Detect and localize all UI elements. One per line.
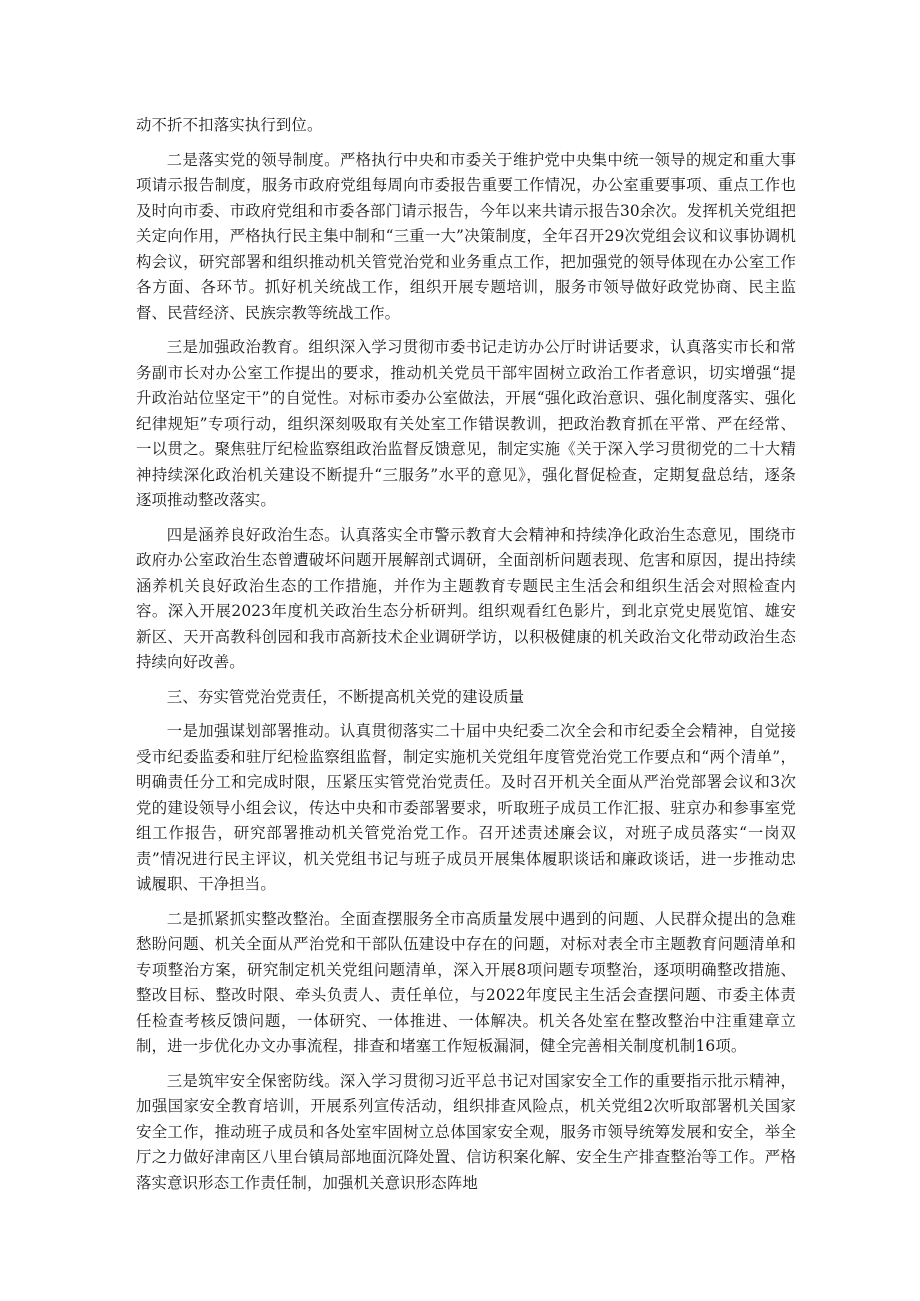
paragraph-security-confidentiality: 三是筑牢安全保密防线。深入学习贯彻习近平总书记对国家安全工作的重要指示批示精神，加强国家安全教育培训，开展系列宣传活动，组织排查风险点，机关党组2次听取部署机关国家安全工作，推动班子成员和各处室牢固树立总体国家安全观，服务市领导统筹发展和安全，举全厅之力做好津南区八里台镇局部地面沉降处置、信访积案化解、安全生产排查整治等工作。严格落实意识形态工作责任制，加强机关意识形态阵地 — [136, 1071, 796, 1192]
paragraph-rectification: 二是抓紧抓实整改整治。全面查摆服务全市高质量发展中遇到的问题、人民群众提出的急难愁盼问题、机关全面从严治党和干部队伍建设中存在的问题，对标对表全市主题教育问题清单和专项整治方案，研究制定机关党组问题清单，深入开展8项问题专项整治，逐项明确整改措施、整改目标、整改时限、牵头负责人、责任单位，与2022年度民主生活会查摆问题、市委主体责任检查考核反馈问题，一体研究、一体推进、一体解决。机关各处室在整改整治中注重建章立制，进一步优化办文办事流程，排查和堵塞工作短板漏洞，健全完善相关制度机制16项。 — [136, 909, 796, 1055]
paragraph-planning-deployment: 一是加强谋划部署推动。认真贯彻落实二十届中央纪委二次全会和市纪委全会精神，自觉接受市纪委监委和驻厅纪检监察组监督，制定实施机关党组年度管党治党工作要点和“两个清单”，明确责任分工和完成时限，压紧压实管党治党责任。及时召开机关全面从严治党部署会议和3次党的建设领导小组会议，传达中央和市委部署要求，听取班子成员工作汇报、驻京办和参事室党组工作报告，研究部署推动机关管党治党工作。召开述责述廉会议，对班子成员落实“一岗双责”情况进行民主评议，机关党组书记与班子成员开展集体履职谈话和廉政谈话，进一步推动忠诚履职、干净担当。 — [136, 722, 796, 893]
paragraph-continuation: 动不折不扣落实执行到位。 — [136, 116, 323, 134]
document-body — [136, 113, 796, 1205]
paragraph-political-education: 三是加强政治教育。组织深入学习贯彻市委书记走访办公厅时讲话要求，认真落实市长和常务副市长对办公室工作提出的要求，推动机关党员干部牢固树立政治工作者意识，切实增强“提升政治站位坚定干”的自觉性。对标市委办公室做法，开展“强化政治意识、强化制度落实、强化纪律规矩”专项行动，组织深刻吸取有关处室工作错误教训，把政治教育抓在平常、严在经常、一以贯之。聚焦驻厅纪检监察组政治监督反馈意见，制定实施《关于深入学习贯彻党的二十大精神持续深化政治机关建设不断提升“三服务”水平的意见》，强化督促检查，定期复盘总结，逐条逐项推动整改落实。 — [136, 338, 796, 509]
paragraph-political-ecology: 四是涵养良好政治生态。认真落实全市警示教育大会精神和持续净化政治生态意见，围绕市政府办公室政治生态曾遭破坏问题开展解剖式调研，全面剖析问题表现、危害和原因，提出持续涵养机关良好政治生态的工作措施，并作为主题教育专题民主生活会和组织生活会对照检查内容。深入开展2023年度机关政治生态分析研判。组织观看红色影片，到北京党史展览馆、雄安新区、天开高教科创园和我市高新技术企业调研学访，以积极健康的机关政治文化带动政治生态持续向好改善。 — [136, 525, 796, 671]
section-heading-3: 三、夯实管党治党责任，不断提高机关党的建设质量 — [166, 687, 525, 706]
paragraph-party-leadership-system: 二是落实党的领导制度。严格执行中央和市委关于维护党中央集中统一领导的规定和重大事项请示报告制度，服务市政府党组每周向市委报告重要工作情况，办公室重要事项、重点工作也及时向市委、市政府党组和市委各部门请示报告，今年以来共请示报告30余次。发挥机关党组把关定向作用，严格执行民主集中制和“三重一大”决策制度，全年召开29次党组会议和议事协调机构会议，研究部署和组织推动机关管党治党和业务重点工作，把加强党的领导体现在办公室工作各方面、各环节。抓好机关统战工作，组织开展专题培训，服务市领导做好政党协商、民主监督、民营经济、民族宗教等统战工作。 — [136, 150, 796, 322]
